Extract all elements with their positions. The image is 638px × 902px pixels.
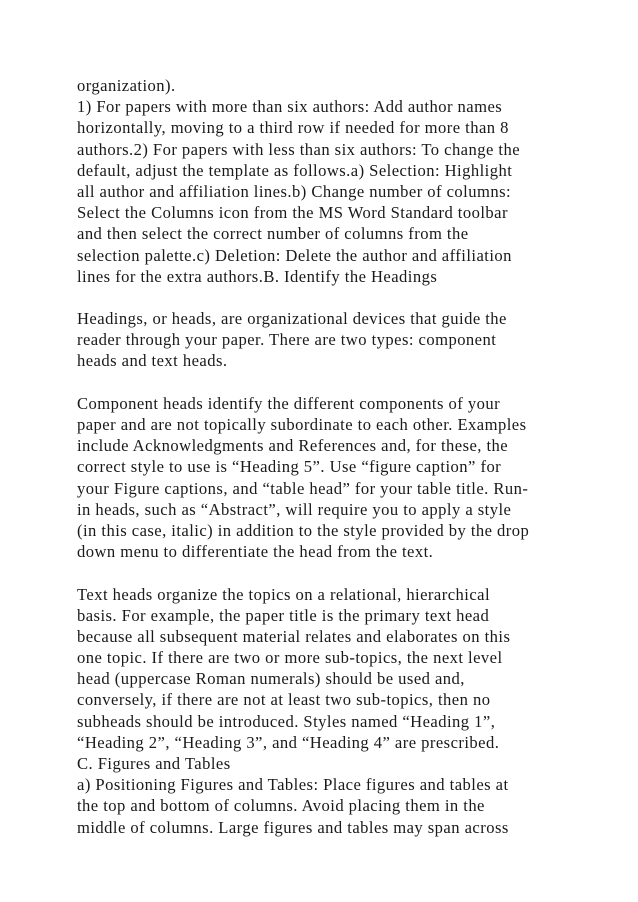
paragraph xyxy=(77,308,577,372)
text-line: your Figure captions, and “table head” for your table title. Run- xyxy=(77,478,529,498)
text-line: Select the Columns icon from the MS Word Standard toolbar xyxy=(77,203,508,223)
text-line: conversely, if there are not at least two sub-topics, then no xyxy=(77,690,491,710)
text-line: selection palette.c) Deletion: Delete the author and affiliation xyxy=(77,245,512,265)
text-line: heads and text heads. xyxy=(77,351,228,371)
text-line: horizontally, moving to a third row if needed for more than 8 xyxy=(77,118,509,138)
text-line: head (uppercase Roman numerals) should be used and, xyxy=(77,669,465,689)
text-line: “Heading 2”, “Heading 3”, and “Heading 4” are prescribed. xyxy=(77,732,500,752)
text-line: Component heads identify the different components of your xyxy=(77,393,501,413)
text-line: down menu to differentiate the head from the text. xyxy=(77,542,434,562)
text-line: and then select the correct number of columns from the xyxy=(77,224,469,244)
text-line: reader through your paper. There are two types: component xyxy=(77,330,497,350)
text-line: lines for the extra authors.B. Identify the Headings xyxy=(77,266,438,286)
text-line: default, adjust the template as follows.a) Selection: Highlight xyxy=(77,160,513,180)
text-line: organization). xyxy=(77,76,176,95)
text-line: middle of columns. Large figures and tables may span across xyxy=(77,817,509,837)
text-line: Text heads organize the topics on a relational, hierarchical xyxy=(77,584,491,604)
paragraph-gap xyxy=(77,562,577,583)
section-heading-line: C. Figures and Tables xyxy=(77,754,231,773)
paragraph xyxy=(77,393,577,563)
paragraph-gap xyxy=(77,372,577,393)
text-line: correct style to use is “Heading 5”. Use “figure caption” for xyxy=(77,457,502,477)
text-line: in heads, such as “Abstract”, will require you to apply a style xyxy=(77,499,512,519)
paragraph xyxy=(77,584,577,838)
document-body xyxy=(77,75,577,838)
text-line: a) Positioning Figures and Tables: Place figures and tables at xyxy=(77,775,509,795)
text-line: the top and bottom of columns. Avoid placing them in the xyxy=(77,796,485,816)
text-line: include Acknowledgments and References and, for these, the xyxy=(77,436,509,456)
text-line: basis. For example, the paper title is the primary text head xyxy=(77,605,490,625)
text-line: (in this case, italic) in addition to the style provided by the drop xyxy=(77,520,530,540)
text-line: because all subsequent material relates and elaborates on this xyxy=(77,626,511,646)
paragraph xyxy=(77,75,577,287)
text-line: one topic. If there are two or more sub-topics, the next level xyxy=(77,648,503,668)
paragraph-gap xyxy=(77,287,577,308)
text-line: authors.2) For papers with less than six authors: To change the xyxy=(77,139,521,159)
text-line: Headings, or heads, are organizational devices that guide the xyxy=(77,309,507,329)
text-line: paper and are not topically subordinate to each other. Examples xyxy=(77,415,527,434)
text-line: subheads should be introduced. Styles named “Heading 1”, xyxy=(77,711,496,731)
text-line: all author and affiliation lines.b) Change number of columns: xyxy=(77,181,512,201)
text-line: 1) For papers with more than six authors: Add author names xyxy=(77,97,503,117)
